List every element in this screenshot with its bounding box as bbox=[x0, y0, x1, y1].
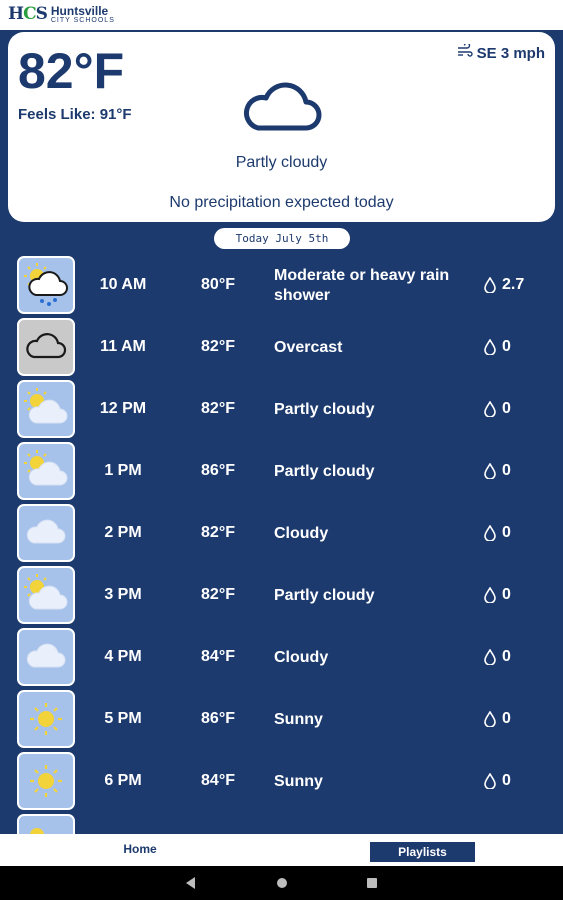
hour-condition: Partly cloudy bbox=[274, 587, 375, 604]
hour-temperature: 80°F bbox=[201, 276, 235, 293]
hour-time: 5 PM bbox=[104, 710, 142, 727]
hour-condition: Overcast bbox=[274, 339, 343, 356]
droplet-icon bbox=[484, 339, 496, 355]
droplet-icon bbox=[484, 773, 496, 789]
current-temperature: 82°F bbox=[18, 43, 125, 99]
hour-temperature: 82°F bbox=[201, 338, 235, 355]
sun-icon bbox=[17, 690, 75, 748]
current-weather-card bbox=[8, 32, 555, 222]
hourly-row bbox=[0, 564, 563, 626]
wind-info bbox=[457, 44, 545, 62]
back-icon[interactable] bbox=[186, 877, 195, 889]
hour-condition: Sunny bbox=[274, 711, 323, 728]
hour-time: 12 PM bbox=[99, 400, 147, 417]
hourly-row bbox=[0, 688, 563, 750]
hour-condition: Cloudy bbox=[274, 649, 329, 666]
sun-cloud-icon bbox=[17, 566, 75, 624]
hour-condition: Cloudy bbox=[274, 525, 329, 542]
droplet-icon bbox=[484, 277, 496, 293]
hour-condition: Partly cloudy bbox=[274, 463, 375, 480]
sun-cloud-icon bbox=[17, 442, 75, 500]
nav-home-button[interactable]: Home bbox=[123, 842, 157, 856]
wind-text: SE 3 mph bbox=[476, 44, 545, 62]
sun-cloud-icon bbox=[17, 380, 75, 438]
hour-time: 1 PM bbox=[104, 462, 142, 479]
droplet-icon bbox=[484, 463, 496, 479]
hour-precipitation: 2.7 bbox=[484, 276, 524, 294]
hour-condition: Sunny bbox=[274, 773, 323, 790]
current-condition: Partly cloudy bbox=[235, 154, 328, 171]
hour-temperature: 82°F bbox=[201, 524, 235, 541]
hour-precipitation: 0 bbox=[484, 648, 511, 666]
recents-icon[interactable] bbox=[367, 878, 377, 888]
hour-time: 10 AM bbox=[99, 276, 147, 293]
date-label: Today July 5th bbox=[214, 228, 350, 249]
wind-icon bbox=[457, 44, 473, 62]
droplet-icon bbox=[484, 649, 496, 665]
hour-precipitation: 0 bbox=[484, 710, 511, 728]
sun-cloud-rain-icon bbox=[17, 256, 75, 314]
system-navigation-bar bbox=[0, 866, 563, 900]
sun-icon bbox=[17, 752, 75, 810]
precipitation-summary: No precipitation expected today bbox=[169, 194, 394, 211]
hour-time: 3 PM bbox=[104, 586, 142, 603]
droplet-icon bbox=[484, 401, 496, 417]
hour-temperature: 84°F bbox=[201, 772, 235, 789]
cloud-icon bbox=[17, 504, 75, 562]
cloud-icon bbox=[17, 628, 75, 686]
logo-line2: CITY SCHOOLS bbox=[50, 16, 115, 24]
hour-time: 6 PM bbox=[104, 772, 142, 789]
logo-line1: Huntsville bbox=[50, 3, 109, 18]
hour-time: 4 PM bbox=[104, 648, 142, 665]
hour-precipitation: 0 bbox=[484, 400, 511, 418]
app-header bbox=[0, 0, 563, 30]
droplet-icon bbox=[484, 587, 496, 603]
hourly-row-partial bbox=[0, 812, 563, 834]
sun-cloud-icon bbox=[17, 814, 75, 834]
hourly-row bbox=[0, 378, 563, 440]
bottom-navigation bbox=[0, 834, 563, 866]
hour-precipitation: 0 bbox=[484, 586, 511, 604]
hour-condition: Moderate or heavy rain shower bbox=[274, 267, 450, 304]
hour-time: 2 PM bbox=[104, 524, 142, 541]
logo-mark: HCS bbox=[8, 4, 47, 24]
cloud-outline-icon bbox=[17, 318, 75, 376]
hour-precipitation: 0 bbox=[484, 772, 511, 790]
hour-temperature: 84°F bbox=[201, 648, 235, 665]
droplet-icon bbox=[484, 525, 496, 541]
hourly-row bbox=[0, 502, 563, 564]
hour-condition: Partly cloudy bbox=[274, 401, 375, 418]
cloud-icon bbox=[240, 74, 322, 139]
hour-precipitation: 0 bbox=[484, 338, 511, 356]
hourly-row bbox=[0, 626, 563, 688]
hour-time: 11 AM bbox=[100, 338, 146, 355]
hourly-forecast-list[interactable] bbox=[0, 254, 563, 834]
feels-like: Feels Like: 91°F bbox=[18, 106, 132, 123]
hourly-row bbox=[0, 254, 563, 316]
droplet-icon bbox=[484, 711, 496, 727]
hourly-row bbox=[0, 316, 563, 378]
hourly-row bbox=[0, 750, 563, 812]
hour-temperature: 86°F bbox=[201, 710, 235, 727]
nav-playlists-button[interactable]: Playlists bbox=[370, 842, 475, 862]
hour-precipitation: 0 bbox=[484, 462, 511, 480]
hour-temperature: 82°F bbox=[201, 586, 235, 603]
home-icon[interactable] bbox=[277, 878, 287, 888]
hour-temperature: 86°F bbox=[201, 462, 235, 479]
huntsville-city-schools-logo bbox=[8, 4, 115, 24]
hour-precipitation: 0 bbox=[484, 524, 511, 542]
hourly-row bbox=[0, 440, 563, 502]
hour-temperature: 82°F bbox=[201, 400, 235, 417]
